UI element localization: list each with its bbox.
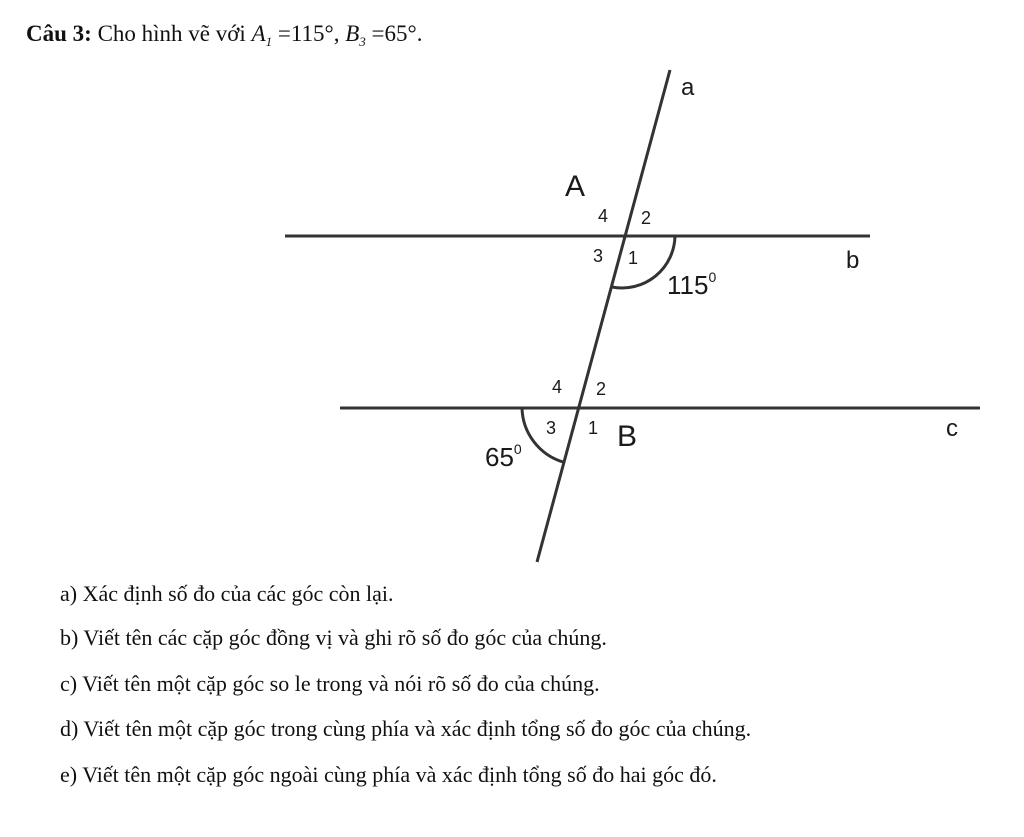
question-title: Câu 3: Cho hình vẽ với $A_1 =115^\circ$, $B_3 =65^\circ$. <box>26 21 423 49</box>
angle-A-3: 3 <box>593 246 604 266</box>
angle-B3-measure: $65^0$ <box>485 441 522 472</box>
subquestion-c: c) Viết tên một cặp góc so le trong và nói rõ số đo của chúng. <box>60 671 600 696</box>
angle-B-1: 1 <box>588 418 599 438</box>
angle-arc-A1 <box>612 236 675 288</box>
subquestion-b: b) Viết tên các cặp góc đồng vị và ghi rõ số đo góc của chúng. <box>60 625 607 650</box>
line-a-label: a <box>681 74 695 101</box>
angle-B-4: 4 <box>552 377 563 397</box>
angle-B-3: 3 <box>546 418 557 438</box>
subquestion-a: a) Xác định số đo của các góc còn lại. <box>60 581 394 606</box>
line-c-label: c <box>946 415 958 442</box>
point-A-label: A <box>565 170 586 203</box>
question-label: Câu 3: <box>26 21 92 46</box>
point-B-label: B <box>617 420 638 453</box>
angle-arc-B3 <box>522 408 563 462</box>
line-a <box>537 70 670 562</box>
angle-b-expression: $B_3 =65^\circ$ <box>345 21 417 49</box>
angle-a-expression: $A_1 =115^\circ$ <box>251 21 334 49</box>
angle-A-2: 2 <box>641 208 652 228</box>
angle-B-2: 2 <box>596 379 607 399</box>
line-b-label: b <box>846 247 860 274</box>
subquestion-d: d) Viết tên một cặp góc trong cùng phía và xác định tổng số đo góc của chúng. <box>60 716 752 741</box>
subquestion-e: e) Viết tên một cặp góc ngoài cùng phía và xác định tổng số đo hai góc đó. <box>60 762 717 787</box>
question-intro: Cho hình vẽ với <box>97 21 246 46</box>
angle-A-1: 1 <box>628 248 639 268</box>
angle-A1-measure: $115^0$ <box>667 269 717 300</box>
angle-A-4: 4 <box>598 206 609 226</box>
